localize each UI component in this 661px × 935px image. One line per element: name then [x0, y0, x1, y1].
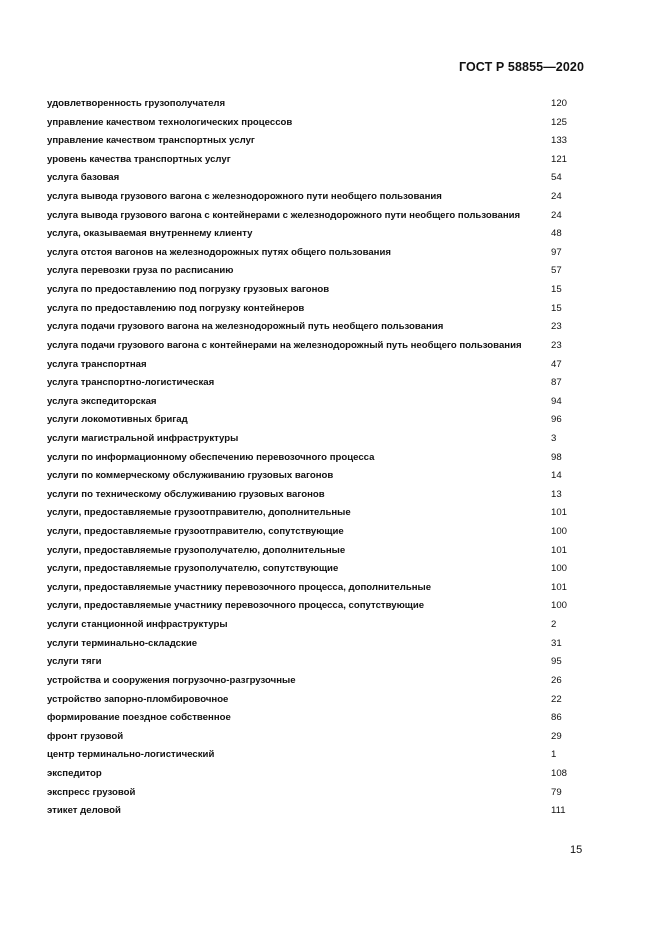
index-page-ref: 13 [551, 488, 562, 500]
index-term: услуги, предоставляемые грузоотправителю, сопутствующие [47, 526, 344, 538]
index-term: услуги, предоставляемые грузоотправителю, дополнительные [47, 507, 351, 519]
index-entry [47, 597, 587, 616]
index-entry [47, 374, 587, 393]
index-term: услуга транспортно-логистическая [47, 377, 215, 389]
index-term: устройство запорно-пломбировочное [47, 693, 229, 705]
index-page-ref: 121 [551, 153, 568, 165]
index-entry [47, 746, 587, 765]
index-entry [47, 169, 587, 188]
index-term: услуга подачи грузового вагона с контейнерами на железнодорожный путь необщего пользования [47, 339, 522, 351]
index-term: услуги по техническому обслуживанию грузовых вагонов [47, 488, 325, 500]
index-page-ref: 54 [551, 172, 562, 184]
index-term: этикет деловой [47, 805, 121, 817]
index-page-ref: 2 [551, 619, 557, 631]
index-term: услуги, предоставляемые грузополучателю, дополнительные [47, 544, 346, 556]
index-entry [47, 542, 587, 561]
index-page-ref: 95 [551, 656, 562, 668]
index-term: уровень качества транспортных услуг [47, 153, 231, 165]
index-entry [47, 430, 587, 449]
index-page-ref: 1 [551, 749, 557, 761]
index-page-ref: 97 [551, 246, 562, 258]
index-term: услуги локомотивных бригад [47, 414, 188, 426]
index-term: услуга транспортная [47, 358, 147, 370]
index-page-ref: 15 [551, 284, 562, 296]
index-term: услуги по коммерческому обслуживанию грузовых вагонов [47, 470, 334, 482]
index-page-ref: 47 [551, 358, 562, 370]
index-page-ref: 79 [551, 786, 562, 798]
index-entry [47, 114, 587, 133]
index-term: центр терминально-логистический [47, 749, 215, 761]
index-entry [47, 784, 587, 803]
index-term: формирование поездное собственное [47, 712, 231, 724]
index-entry [47, 262, 587, 281]
index-entry [47, 504, 587, 523]
index-page-ref: 22 [551, 693, 562, 705]
index-term: услуги по информационному обеспечению перевозочного процесса [47, 451, 375, 463]
index-page-ref: 23 [551, 339, 562, 351]
index-term: услуги терминально-складские [47, 637, 198, 649]
index-page-ref: 23 [551, 321, 562, 333]
index-entry [47, 151, 587, 170]
document-header-standard-id: ГОСТ Р 58855—2020 [458, 60, 584, 74]
index-page-ref: 98 [551, 451, 562, 463]
index-page-ref: 101 [551, 581, 568, 593]
index-page-ref: 125 [551, 116, 568, 128]
index-entry [47, 802, 587, 821]
index-term: услуга по предоставлению под погрузку грузовых вагонов [47, 284, 330, 296]
index-term: услуги, предоставляемые участнику перевозочного процесса, дополнительные [47, 581, 432, 593]
index-page-ref: 24 [551, 191, 562, 203]
index-entry [47, 616, 587, 635]
index-entry [47, 653, 587, 672]
index-page-ref: 108 [551, 767, 568, 779]
index-entry [47, 765, 587, 784]
index-term: услуги магистральной инфраструктуры [47, 432, 239, 444]
index-entry [47, 560, 587, 579]
index-page-ref: 100 [551, 563, 568, 575]
index-entry [47, 579, 587, 598]
index-entry [47, 244, 587, 263]
index-page-ref: 111 [551, 805, 566, 817]
index-entry [47, 635, 587, 654]
index-entry [47, 523, 587, 542]
index-page-ref: 48 [551, 228, 562, 240]
index-entry [47, 188, 587, 207]
index-entry [47, 337, 587, 356]
index-term: услуга перевозки груза по расписанию [47, 265, 234, 277]
index-term: услуга вывода грузового вагона с контейнерами с железнодорожного пути необщего пользования [47, 209, 521, 221]
index-term: услуги, предоставляемые грузополучателю, сопутствующие [47, 563, 339, 575]
index-entry [47, 449, 587, 468]
index-page-ref: 100 [551, 600, 568, 612]
index-entry [47, 95, 587, 114]
index-page-ref: 87 [551, 377, 562, 389]
index-page-ref: 24 [551, 209, 562, 221]
index-entry [47, 728, 587, 747]
index-term: услуга отстоя вагонов на железнодорожных путях общего пользования [47, 246, 391, 258]
index-entry [47, 318, 587, 337]
index-entry [47, 281, 587, 300]
index-entry [47, 691, 587, 710]
index-entry [47, 132, 587, 151]
index-term: услуги тяги [47, 656, 102, 668]
index-entry [47, 356, 587, 375]
index-page-ref: 26 [551, 674, 562, 686]
index-page-ref: 101 [551, 544, 568, 556]
index-page-ref: 94 [551, 395, 562, 407]
index-entry [47, 672, 587, 691]
index-page-ref: 15 [551, 302, 562, 314]
index-term: услуга подачи грузового вагона на железнодорожный путь необщего пользования [47, 321, 444, 333]
index-term: услуги, предоставляемые участнику перевозочного процесса, сопутствующие [47, 600, 425, 612]
index-term: услуга, оказываемая внутреннему клиенту [47, 228, 253, 240]
index-page-ref: 86 [551, 712, 562, 724]
index-page-ref: 100 [551, 526, 568, 538]
index-page-ref: 101 [551, 507, 568, 519]
index-entry [47, 300, 587, 319]
index-term: управление качеством технологических процессов [47, 116, 293, 128]
index-term: услуга вывода грузового вагона с железнодорожного пути необщего пользования [47, 191, 442, 203]
index-term: устройства и сооружения погрузочно-разгрузочные [47, 674, 296, 686]
index-term: удовлетворенность грузополучателя [47, 98, 226, 109]
index-term: экспресс грузовой [47, 786, 136, 798]
index-page-ref: 14 [551, 470, 562, 482]
index-entry [47, 709, 587, 728]
index-page-ref: 133 [551, 135, 568, 147]
index-page-ref: 57 [551, 265, 562, 277]
index-page-ref: 31 [551, 637, 562, 649]
index-term: услуга базовая [47, 172, 120, 184]
index-term: фронт грузовой [47, 730, 124, 742]
index-entry [47, 411, 587, 430]
index-entry [47, 393, 587, 412]
index-entry [47, 467, 587, 486]
index-page-ref: 29 [551, 730, 562, 742]
index-page-ref: 96 [551, 414, 562, 426]
index-term: услуга по предоставлению под погрузку контейнеров [47, 302, 305, 314]
alphabetical-index-list [47, 95, 587, 821]
index-page-ref: 120 [551, 98, 568, 109]
index-term: услуга экспедиторская [47, 395, 157, 407]
index-term: управление качеством транспортных услуг [47, 135, 255, 147]
index-entry [47, 207, 587, 226]
index-entry [47, 225, 587, 244]
index-term: услуги станционной инфраструктуры [47, 619, 228, 631]
index-entry [47, 486, 587, 505]
index-term: экспедитор [47, 767, 102, 779]
index-page-ref: 3 [551, 432, 557, 444]
page-number: 15 [570, 844, 583, 856]
